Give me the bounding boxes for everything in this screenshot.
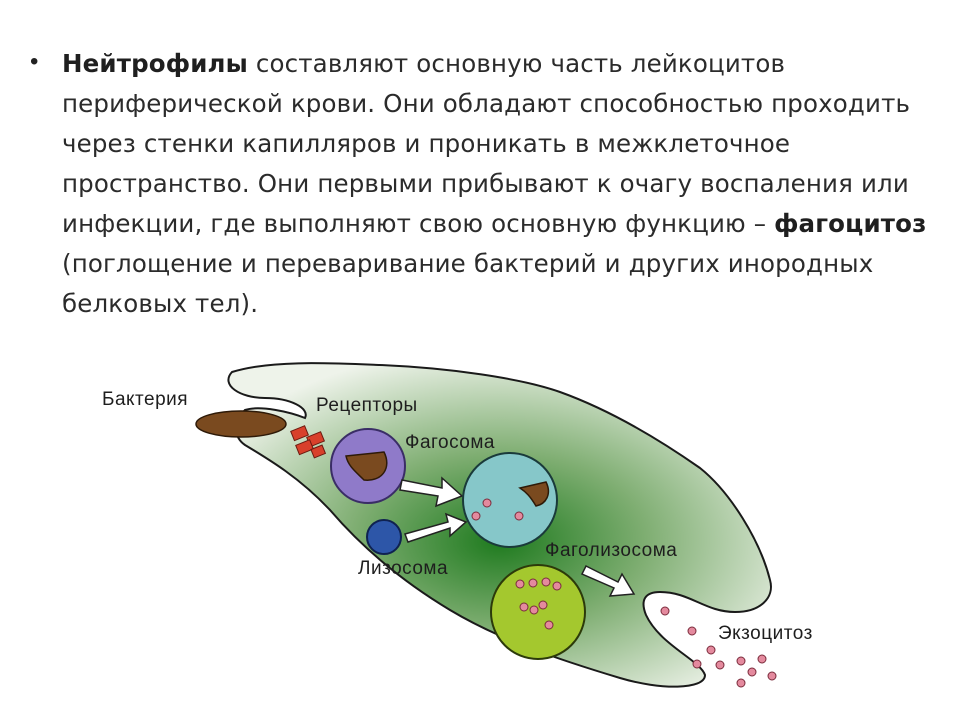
term-phagocytosis: фагоцитоз xyxy=(774,209,927,238)
phagolysosome-granule xyxy=(529,579,537,587)
label-receptors: Рецепторы xyxy=(316,395,418,416)
phagolysosome-granule xyxy=(539,601,547,609)
exocytosis-granule xyxy=(716,661,724,669)
phagolysosome-granule xyxy=(530,606,538,614)
vacuole-granule-1 xyxy=(483,499,491,507)
exocytosis-granule xyxy=(737,679,745,687)
label-phagolysosome: Фаголизосома xyxy=(545,540,678,561)
bullet-marker: • xyxy=(30,48,39,75)
exocytosis-granule xyxy=(693,660,701,668)
label-phagosome: Фагосома xyxy=(405,432,496,453)
paragraph-text-2: (поглощение и переваривание бактерий и других инородных белковых тел). xyxy=(62,249,874,318)
label-exocytosis: Экзоцитоз xyxy=(718,623,813,644)
term-neutrophils: Нейтрофилы xyxy=(62,49,248,78)
phagolysosome-granule xyxy=(545,621,553,629)
vacuole-granule-2 xyxy=(472,512,480,520)
vacuole-granule-3 xyxy=(515,512,523,520)
phagolysosome-granule xyxy=(542,578,550,586)
exocytosis-granule xyxy=(748,668,756,676)
label-lysosome: Лизосома xyxy=(358,558,449,579)
exocytosis-granule xyxy=(758,655,766,663)
exocytosis-granule xyxy=(768,672,776,680)
phagolysosome-granule xyxy=(553,582,561,590)
exocytosis-granule xyxy=(737,657,745,665)
paragraph-text-1: составляют основную часть лейкоцитов периферической крови. Они обладают способностью проходить через стенки капилляров и проникать в межклеточное пространство. Они первыми прибывают к очагу воспаления или инфекции, где выполняют свою основную функцию – xyxy=(62,49,911,238)
exocytosis-granule xyxy=(688,627,696,635)
phagolysosome-granule xyxy=(516,580,524,588)
bacterium-shape xyxy=(196,411,286,437)
exocytosis-granule xyxy=(707,646,715,654)
exocytosis-granule xyxy=(661,607,669,615)
label-bacterium: Бактерия xyxy=(102,389,189,410)
lysosome xyxy=(367,520,401,554)
phagolysosome-granule xyxy=(520,603,528,611)
